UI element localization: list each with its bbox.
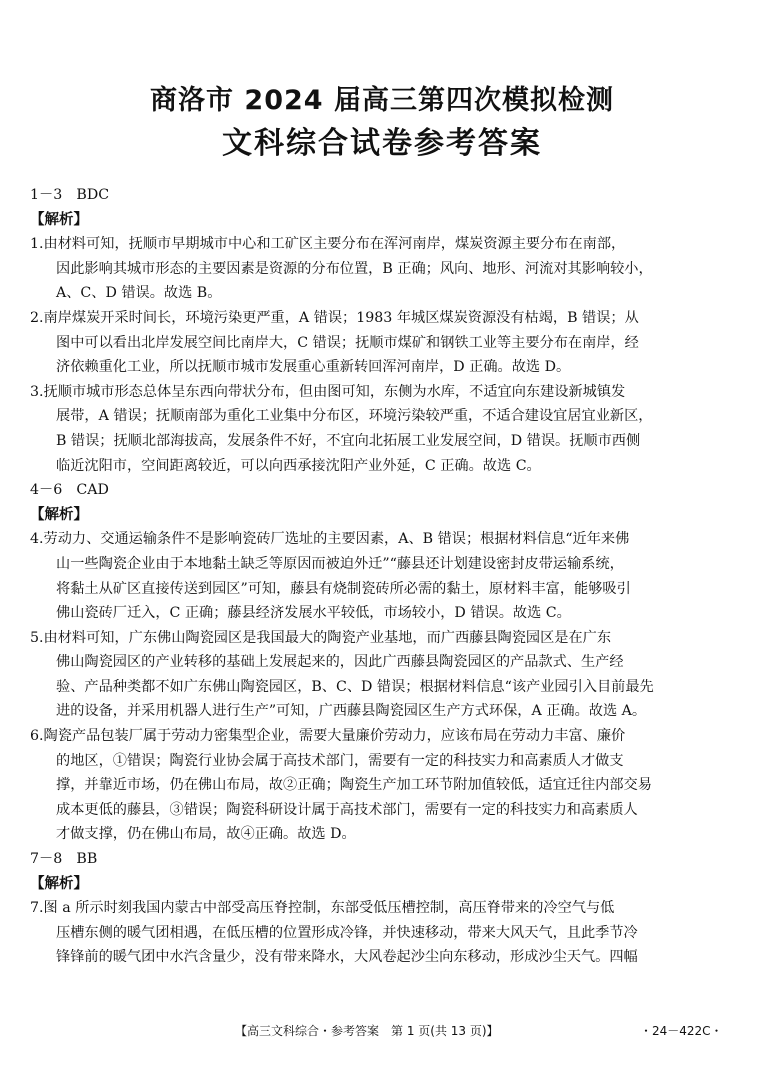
answer-line: 3.抚顺市城市形态总体呈东西向带状分布，但由图可知，东侧为水库，不适宜向东建设新城镇发 <box>30 383 626 400</box>
analysis-heading: 【解析】 <box>30 875 88 892</box>
answer-item <box>30 232 730 306</box>
answer-line: 才做支撑，仍在佛山布局，故④正确。故选 D。 <box>56 826 356 843</box>
answer-line: 山一些陶瓷企业由于本地黏土缺乏等原因而被迫外迁”“藤县还计划建设密封皮带运输系统， <box>56 555 624 572</box>
answer-line: A、C、D 错误。故选 B。 <box>56 285 222 302</box>
answer-item <box>30 380 730 478</box>
answer-line: 佛山瓷砖厂迁入，C 正确；藤县经济发展水平较低，市场较小，D 错误。故选 C。 <box>56 605 571 622</box>
answer-line: 验、产品种类都不如广东佛山陶瓷园区，B、C、D 错误；根据材料信息“该产业园引入目前最先 <box>56 678 654 695</box>
answer-line: 5.由材料可知，广东佛山陶瓷园区是我国最大的陶瓷产业基地，而广西藤县陶瓷园区是在广东 <box>30 629 612 646</box>
answer-item <box>30 724 730 847</box>
answer-line: 2.南岸煤炭开采时间长，环境污染更严重，A 错误；1983 年城区煤炭资源没有枯竭，B 错误；从 <box>30 309 639 326</box>
answer-key-title: 文科综合试卷参考答案 <box>222 126 542 161</box>
answer-content <box>30 183 730 970</box>
answer-line: 因此影响其城市形态的主要因素是资源的分布位置，B 正确；风向、地形、河流对其影响较小， <box>56 260 653 277</box>
answer-line: 6.陶瓷产品包装厂属于劳动力密集型企业，需要大量廉价劳动力，应该布局在劳动力丰富、廉价 <box>30 728 626 745</box>
answer-line: 锋锋前的暖气团中水汽含量少，没有带来降水，大风卷起沙尘向东移动，形成沙尘天气。四幅 <box>56 949 638 966</box>
exam-title: 商洛市 2024 届高三第四次模拟检测 <box>150 85 614 116</box>
answer-range: 7－8 BB <box>30 851 98 868</box>
answer-item <box>30 527 730 625</box>
answer-line: 济依赖重化工业，所以抚顺市城市发展重心重新转回浑河南岸，D 正确。故选 D。 <box>56 359 571 376</box>
answer-line: 进的设备，并采用机器人进行生产”可知，广西藤县陶瓷园区生产方式环保，A 正确。故选 A。 <box>56 703 647 720</box>
answer-range: 4－6 CAD <box>30 482 109 499</box>
answer-line: 展带，A 错误；抚顺南部为重化工业集中分布区，环境污染较严重，不适合建设宜居宜业新区， <box>56 408 653 425</box>
answer-line: 将黏土从矿区直接传送到园区”可知，藤县有烧制瓷砖所必需的黏土，原材料丰富，能够吸引 <box>56 580 631 597</box>
answer-item <box>30 896 730 970</box>
answer-line: 佛山陶瓷园区的产业转移的基础上发展起来的，因此广西藤县陶瓷园区的产品款式、生产经 <box>56 654 624 671</box>
answer-line: 7.图 a 所示时刻我国内蒙古中部受高压脊控制，东部受低压槽控制，高压脊带来的冷空气与低 <box>30 900 615 917</box>
answer-item <box>30 626 730 724</box>
answer-range: 1－3 BDC <box>30 187 110 203</box>
footer-code: ・24－422C・ <box>640 1024 723 1038</box>
answer-line: 临近沈阳市，空间距离较近，可以向西承接沈阳产业外延，C 正确。故选 C。 <box>56 457 541 474</box>
answer-line: 图中可以看出北岸发展空间比南岸大，C 错误；抚顺市煤矿和钢铁工业等主要分布在南岸，经 <box>56 334 639 351</box>
analysis-heading: 【解析】 <box>30 506 88 523</box>
answer-line: 撑，并靠近市场，仍在佛山布局，故②正确；陶瓷生产加工环节附加值较低，适宜迁往内部交易 <box>56 777 652 794</box>
footer-page-info: 【高三文科综合・参考答案 第 1 页(共 13 页)】 <box>235 1024 499 1038</box>
answer-line: 4.劳动力、交通运输条件不是影响瓷砖厂选址的主要因素，A、B 错误；根据材料信息“近年来佛 <box>30 531 630 548</box>
answer-line: 成本更低的藤县，③错误；陶瓷科研设计属于高技术部门，需要有一定的科技实力和高素质人 <box>56 801 638 818</box>
answer-line: B 错误；抚顺北部海拔高，发展条件不好，不宜向北拓展工业发展空间，D 错误。抚顺市西侧 <box>56 432 641 449</box>
answer-line: 的地区，①错误；陶瓷行业协会属于高技术部门，需要有一定的科技实力和高素质人才做支 <box>56 752 624 769</box>
answer-item <box>30 306 730 380</box>
answer-line: 1.由材料可知，抚顺市早期城市中心和工矿区主要分布在浑河南岸，煤炭资源主要分布在南部， <box>30 236 626 253</box>
page-footer <box>0 1022 764 1042</box>
answer-line: 压槽东侧的暖气团相遇，在低压槽的位置形成冷锋，并快速移动，带来大风天气，且此季节冷 <box>56 924 638 941</box>
analysis-heading: 【解析】 <box>30 211 88 228</box>
